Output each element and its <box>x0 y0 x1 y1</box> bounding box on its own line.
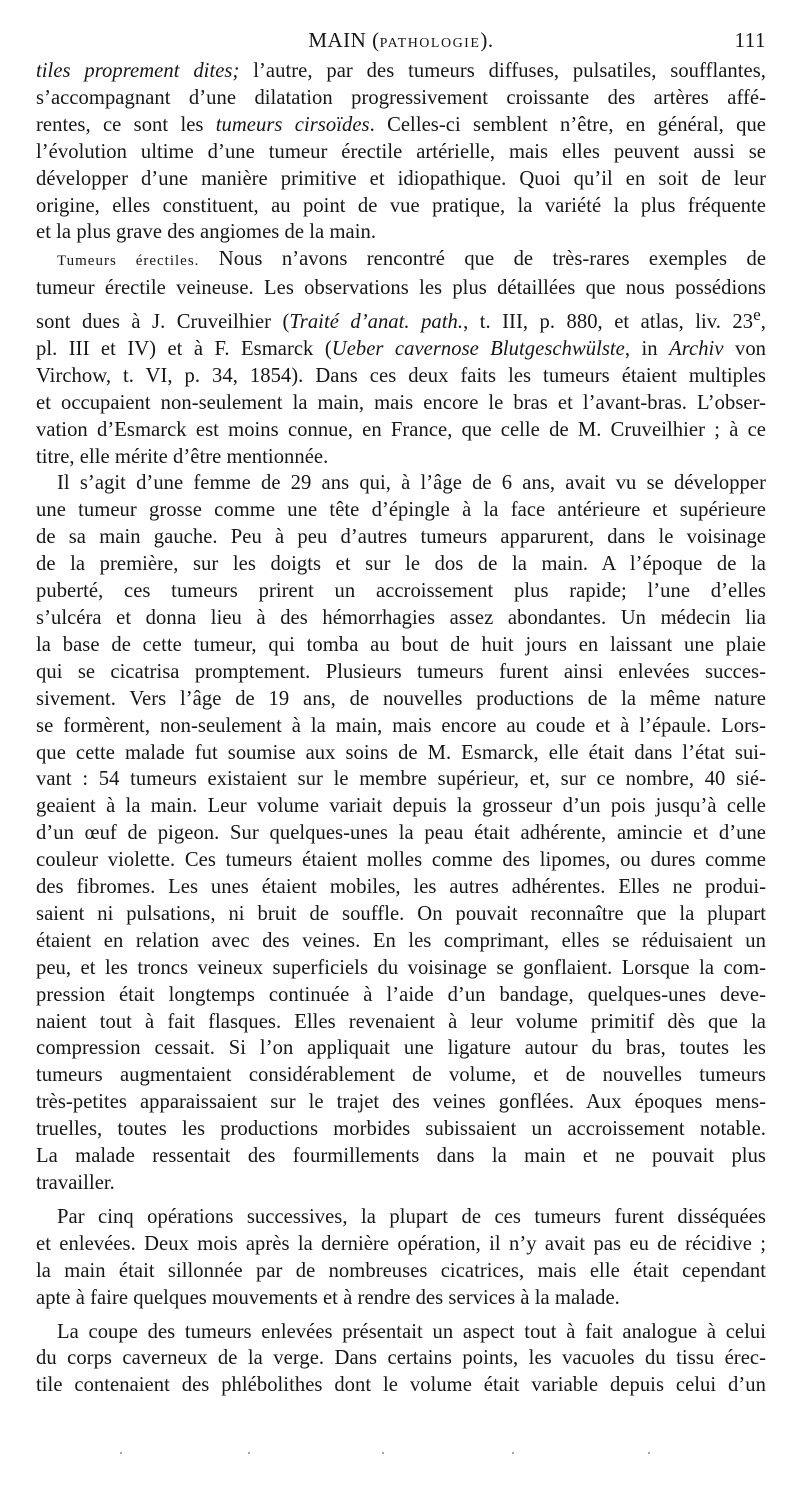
running-title-subject: PATHOLOGIE <box>379 36 481 51</box>
text-run: . Celles-ci semblent n’être, en général, que <box>369 113 766 136</box>
text-run: l’autre, par des tumeurs diffuses, pulsatiles, soufflantes, <box>239 60 766 82</box>
text-line <box>36 302 766 336</box>
page <box>36 28 766 1399</box>
text-line: tumeurs augmentaient considérablement de volume, et de nouvelles tumeurs <box>36 1064 766 1087</box>
italic-run: tiles proprement dites; <box>36 60 240 82</box>
text-line: de la première, sur les doigts et sur le dos de la main. A l’époque de la <box>36 553 766 576</box>
text-run: rentes, ce sont les <box>36 113 216 136</box>
text-line: que cette malade fut soumise aux soins de M. Esmarck, elle était dans l’état sui- <box>36 741 766 764</box>
text-line: travailler. <box>36 1172 115 1195</box>
text-line: puberté, ces tumeurs prirent un accroissement plus rapide; l’une d’elles <box>36 580 766 603</box>
running-title <box>36 28 766 53</box>
text-line: se formèrent, non-seulement à la main, mais encore au coude et à l’épaule. Lors- <box>36 714 766 737</box>
text-line: Il s’agit d’une femme de 29 ans qui, à l’âge de 6 ans, avait vu se développer <box>57 472 766 495</box>
text-line: et occupaient non-seulement la main, mais encore le bras et l’avant-bras. L’obser- <box>36 391 766 414</box>
italic-run: Traité d’anat. path. <box>289 311 464 334</box>
text-line: et enlevées. Deux mois après la dernière opération, il n’y avait pas eu de récidive ; <box>36 1232 766 1255</box>
text-run: , <box>760 311 766 334</box>
running-title-open: ( <box>372 28 380 52</box>
text-line: tile contenaient des phlébolithes dont le volume était variable depuis celui d’un <box>36 1374 766 1397</box>
italic-run: tumeurs cirsoïdes <box>215 113 370 136</box>
text-line: truelles, toutes les productions morbides subissaient un accroissement notable. <box>36 1118 766 1141</box>
text-line: du corps caverneux de la verge. Dans certains points, les vacuoles du tissu érec- <box>36 1347 766 1370</box>
running-title-main: MAIN <box>308 28 367 52</box>
text-line: naient tout à fait flasques. Elles revenaient à leur volume primitif dès que la <box>36 1010 766 1033</box>
text-line: développer d’une manière primitive et idiopathique. Quoi qu’il en soit de leur <box>36 167 766 190</box>
text-line: La malade ressentait des fourmillements dans la main et ne pouvait plus <box>36 1145 766 1168</box>
text-line: vation d’Esmarck est moins connue, en France, que celle de M. Cruveilhier ; à ce <box>36 418 766 441</box>
text-line: s’ulcéra et donna lieu à des hémorrhagies assez abondantes. Un médecin lia <box>36 606 766 629</box>
text-run: , in <box>624 337 670 360</box>
text-line: la main était sillonnée par de nombreuses cicatrices, mais elle était cependant <box>36 1259 766 1282</box>
text-line: des fibromes. Les unes étaient mobiles, les autres adhérentes. Elles ne produi- <box>36 876 766 899</box>
text-line: compression cessait. Si l’on appliquait une ligature autour du bras, toutes les <box>36 1037 766 1060</box>
text-line: Par cinq opérations successives, la plupart de ces tumeurs furent disséquées <box>57 1205 766 1228</box>
italic-run: Ueber cavernose Blutgeschwülste <box>331 337 625 360</box>
text-run: sont dues à J. Cruveilhier ( <box>36 311 290 334</box>
speck <box>382 1452 384 1454</box>
italic-run: Archiv <box>669 337 724 360</box>
text-run: von <box>723 337 767 360</box>
text-line <box>36 58 766 85</box>
text-line: pression était longtemps continuée à l’aide d’un bandage, quelques-unes deve- <box>36 983 766 1006</box>
text-line <box>36 246 766 275</box>
text-line: sivement. Vers l’âge de 19 ans, de nouvelles productions de la même nature <box>36 687 766 710</box>
text-line: la base de cette tumeur, qui tomba au bout de huit jours en laissant une plaie <box>36 633 766 656</box>
text-line: qui se cicatrisa promptement. Plusieurs tumeurs furent ainsi enlevées succes- <box>36 660 766 683</box>
running-title-close: ). <box>480 28 494 52</box>
text-run: Nous n’avons rencontré que de très-rares exemples de <box>199 248 767 271</box>
text-line: l’évolution ultime d’une tumeur érectile artérielle, mais elles peuvent aussi se <box>36 140 766 163</box>
speck <box>648 1452 650 1454</box>
text-line: couleur violette. Ces tumeurs étaient molles comme des lipomes, ou dures comme <box>36 849 766 872</box>
text-line: de sa main gauche. Peu à peu d’autres tumeurs apparurent, dans le voisinage <box>36 526 766 549</box>
text-line: une tumeur grosse comme une tête d’épingle à la face antérieure et supérieure <box>36 499 766 522</box>
text-line: origine, elles constituent, au point de vue pratique, la variété la plus fréquente <box>36 194 766 217</box>
speck <box>248 1452 250 1454</box>
text-line: La coupe des tumeurs enlevées présentait un aspect tout à fait analogue à celui <box>57 1320 766 1343</box>
text-line: titre, elle mérite d’être mentionnée. <box>36 445 329 468</box>
text-line: peu, et les troncs veineux superficiels du voisinage se gonflaient. Lorsque la com- <box>36 956 766 979</box>
text-line: très-petites apparaissaient sur le trajet des veines gonflées. Aux époques mens- <box>36 1091 766 1114</box>
text-line: étaient en relation avec des veines. En les comprimant, elles se réduisaient un <box>36 929 766 952</box>
text-line <box>36 112 766 139</box>
text-line: geaient à la main. Leur volume variait depuis la grosseur d’un pois jusqu’à celle <box>36 795 766 818</box>
text-line <box>36 336 766 363</box>
speck <box>120 1452 122 1454</box>
text-line: et la plus grave des angiomes de la main. <box>36 221 377 244</box>
text-line: s’accompagnant d’une dilatation progressivement croissante des artères affé- <box>36 86 766 109</box>
body-text <box>36 58 766 1399</box>
text-run: pl. III et IV) et à F. Esmarck ( <box>36 337 332 360</box>
text-line: apte à faire quelques mouvements et à rendre des services à la malade. <box>36 1286 620 1309</box>
text-line: Virchow, t. VI, p. 34, 1854). Dans ces deux faits les tumeurs étaient multiples <box>36 364 766 387</box>
text-run: , t. III, p. 880, et atlas, liv. 23 <box>463 311 754 334</box>
text-line: d’un œuf de pigeon. Sur quelques-unes la peau était adhérente, amincie et d’une <box>36 822 766 845</box>
scan-specks <box>0 1452 800 1462</box>
speck <box>512 1452 514 1454</box>
text-line: tumeur érectile veineuse. Les observations les plus détaillées que nous possédions <box>36 277 766 300</box>
section-heading: Tumeurs érectiles. <box>57 253 200 270</box>
running-head <box>36 28 766 58</box>
superscript: e <box>753 305 761 325</box>
page-number: 111 <box>734 28 766 52</box>
text-line: saient ni pulsations, ni bruit de souffle. On pouvait reconnaître que la plupart <box>36 902 766 925</box>
text-line: vant : 54 tumeurs existaient sur le membre supérieur, et, sur ce nombre, 40 sié- <box>36 768 766 791</box>
